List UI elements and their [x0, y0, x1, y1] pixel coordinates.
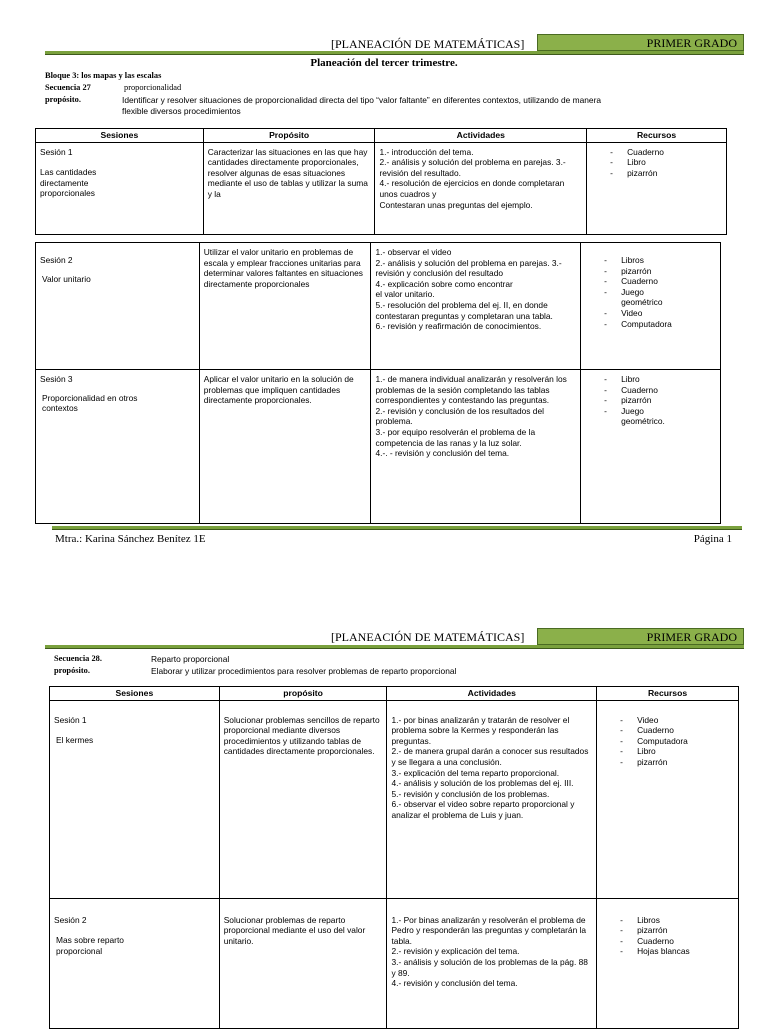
resource-item: - pizarrón	[617, 757, 734, 768]
resources-cell	[587, 142, 727, 234]
page1-grade-badge: PRIMER GRADO	[537, 34, 744, 51]
session-number: Sesión 1	[54, 714, 87, 725]
session-number: Sesión 2	[40, 255, 73, 265]
resource-item: - Computadora	[617, 736, 734, 747]
page1-table-sessions-2-3	[35, 242, 721, 524]
activities-cell: 1.- introducción del tema. 2.- análisis y solución del problema en parejas. 3.- revisión del resultado. 4.- resolución de ejercicios en donde completaran unos cuadros y Contestaran unas preguntas del ejemplo.	[375, 142, 587, 234]
page1-main-title: Planeación del tercer trimestre.	[310, 57, 458, 69]
resource-item: - Libros	[601, 255, 716, 266]
page2-header-rule	[45, 645, 744, 649]
purpose-cell: Aplicar el valor unitario en la solución de problemas que impliquen cantidades directamente proporcionales.	[199, 370, 371, 524]
page1-proposito-value: Identificar y resolver situaciones de proporcionalidad directa del tipo “valor faltante” en diferentes contextos, utilizando de manera flexible diversos procedimientos	[122, 95, 602, 116]
resource-item: - Juego geométrico.	[601, 406, 716, 427]
session-number: Sesión 2	[54, 914, 87, 925]
resource-item: - Juego geométrico	[601, 287, 716, 308]
table-row	[50, 898, 739, 1028]
session-name: El kermes	[56, 735, 94, 746]
resource-item: - Cuaderno	[617, 725, 734, 736]
resource-item: - Cuaderno	[601, 385, 716, 396]
page1-footer-author: Mtra.: Karina Sánchez Benítez 1E	[55, 533, 206, 545]
session-cell	[50, 898, 220, 1028]
page1-proposito-label: propósito.	[45, 95, 81, 104]
activities-cell: 1.- observar el video 2.- análisis y solución del problema en parejas. 3.- revisión y conclusión del resultado 4.- explicación sobre como encontrar el valor unitario. 5.- resolución del problema del ej. II, en donde contestaran preguntas y completaran una tabla. 6.- revisión y reafirmación de conocimientos.	[371, 243, 581, 370]
page1-table-header-row	[36, 129, 727, 143]
page2-secuencia-value: Reparto proporcional	[151, 654, 230, 664]
resource-item: - Libro	[601, 374, 716, 385]
resources-cell	[581, 243, 721, 370]
page1-footer-page-number: Página 1	[693, 533, 732, 545]
activities-cell: 1.- de manera individual analizarán y resolverán los problemas de la sesión completando las tablas correspondientes y contestando las preguntas. 2.- revisión y conclusión de los resultados del problema. 3.- por equipo resolverán el problema de la competencia de las ranas y la luz solar. 4.-. - revisión y conclusión del tema.	[371, 370, 581, 524]
purpose-cell: Solucionar problemas de reparto proporcional mediante el uso del valor unitario.	[219, 898, 387, 1028]
session-cell	[36, 370, 200, 524]
page1-secuencia-value: proporcionalidad	[124, 83, 182, 92]
col-header-sesiones: Sesiones	[50, 687, 220, 701]
page2-grade-badge: PRIMER GRADO	[537, 628, 744, 645]
col-header-proposito: Propósito	[203, 129, 375, 143]
page2-proposito-label: propósito.	[54, 666, 90, 675]
page1-footer-rule	[52, 526, 742, 530]
page1-secuencia-label: Secuencia 27	[45, 83, 91, 92]
resource-item: - Cuaderno	[617, 936, 734, 947]
resource-item: - Hojas blancas	[617, 946, 734, 957]
col-header-recursos: Recursos	[587, 129, 727, 143]
purpose-cell: Utilizar el valor unitario en problemas de escala y emplear fracciones unitarias para determinar valores faltantes en situaciones directamente proporcionales	[199, 243, 371, 370]
session-number: Sesión 3	[40, 374, 73, 384]
resource-item: - Libros	[617, 915, 734, 926]
activities-cell: 1.- Por binas analizarán y resolverán el problema de Pedro y responderán las preguntas y completarán la tabla. 2.- revisión y explicación del tema. 3.- análisis y solución de los problemas de la pág. 88 y 89. 4.- revisión y conclusión del tema.	[387, 898, 597, 1028]
col-header-recursos: Recursos	[597, 687, 739, 701]
resource-item: - pizarrón	[601, 395, 716, 406]
page1-bloque: Bloque 3: los mapas y las escalas	[45, 71, 162, 80]
table-row	[36, 370, 721, 524]
resource-item: - pizarrón	[617, 925, 734, 936]
session-cell	[50, 700, 220, 898]
purpose-cell: Caracterizar las situaciones en las que hay cantidades directamente proporcionales, resolver algunas de esas situaciones mediante el uso de tablas y utilizar la suma y la	[203, 142, 375, 234]
col-header-actividades: Actividades	[375, 129, 587, 143]
session-number: Sesión 1	[40, 146, 73, 157]
page2-table-header-row	[50, 687, 739, 701]
page2-header-title: [PLANEACIÓN DE MATEMÁTICAS]	[331, 630, 525, 644]
resource-item: - Cuaderno	[607, 147, 722, 158]
resource-item: - Libro	[607, 157, 722, 168]
page1-table-session1	[35, 128, 727, 235]
page2-table	[49, 686, 739, 1029]
session-name: Mas sobre reparto proporcional	[56, 935, 124, 956]
resource-item: - Cuaderno	[601, 276, 716, 287]
resources-cell	[597, 898, 739, 1028]
session-name: Valor unitario	[42, 273, 91, 284]
resource-item: - Video	[617, 715, 734, 726]
resource-item: - pizarrón	[607, 168, 722, 179]
resource-item: - Libro	[617, 746, 734, 757]
session-cell	[36, 243, 200, 370]
session-name: Proporcionalidad en otros contextos	[42, 392, 138, 414]
page1-header-title: [PLANEACIÓN DE MATEMÁTICAS]	[331, 37, 525, 51]
resource-item: - Computadora	[601, 319, 716, 330]
page1-header-rule	[45, 51, 744, 55]
page2-secuencia-label: Secuencia 28.	[54, 654, 102, 663]
table-row	[50, 700, 739, 898]
table-row	[36, 142, 727, 234]
col-header-sesiones: Sesiones	[36, 129, 204, 143]
table-row	[36, 243, 721, 370]
resource-item: - pizarrón	[601, 266, 716, 277]
session-cell	[36, 142, 204, 234]
page2-proposito-value: Elaborar y utilizar procedimientos para resolver problemas de reparto proporcional	[151, 666, 457, 676]
resources-cell	[597, 700, 739, 898]
activities-cell: 1.- por binas analizarán y tratarán de resolver el problema sobre la Kermes y responderán las preguntas. 2.- de manera grupal darán a conocer sus resultados y se llegara a una conclusión. 3.- explicación del tema reparto proporcional. 4.- análisis y solución de los problemas del ej. III. 5.- revisión y conclusión de los problemas. 6.- observar el video sobre reparto proporcional y analizar el problema de Luis y juan.	[387, 700, 597, 898]
resource-item: - Video	[601, 308, 716, 319]
col-header-proposito: propósito	[219, 687, 387, 701]
resources-cell	[581, 370, 721, 524]
col-header-actividades: Actividades	[387, 687, 597, 701]
purpose-cell: Solucionar problemas sencillos de reparto proporcional mediante diversos procedimientos y utilizando tablas de cantidades directamente proporcionales.	[219, 700, 387, 898]
session-name: Las cantidades directamente proporcionales	[40, 167, 97, 199]
